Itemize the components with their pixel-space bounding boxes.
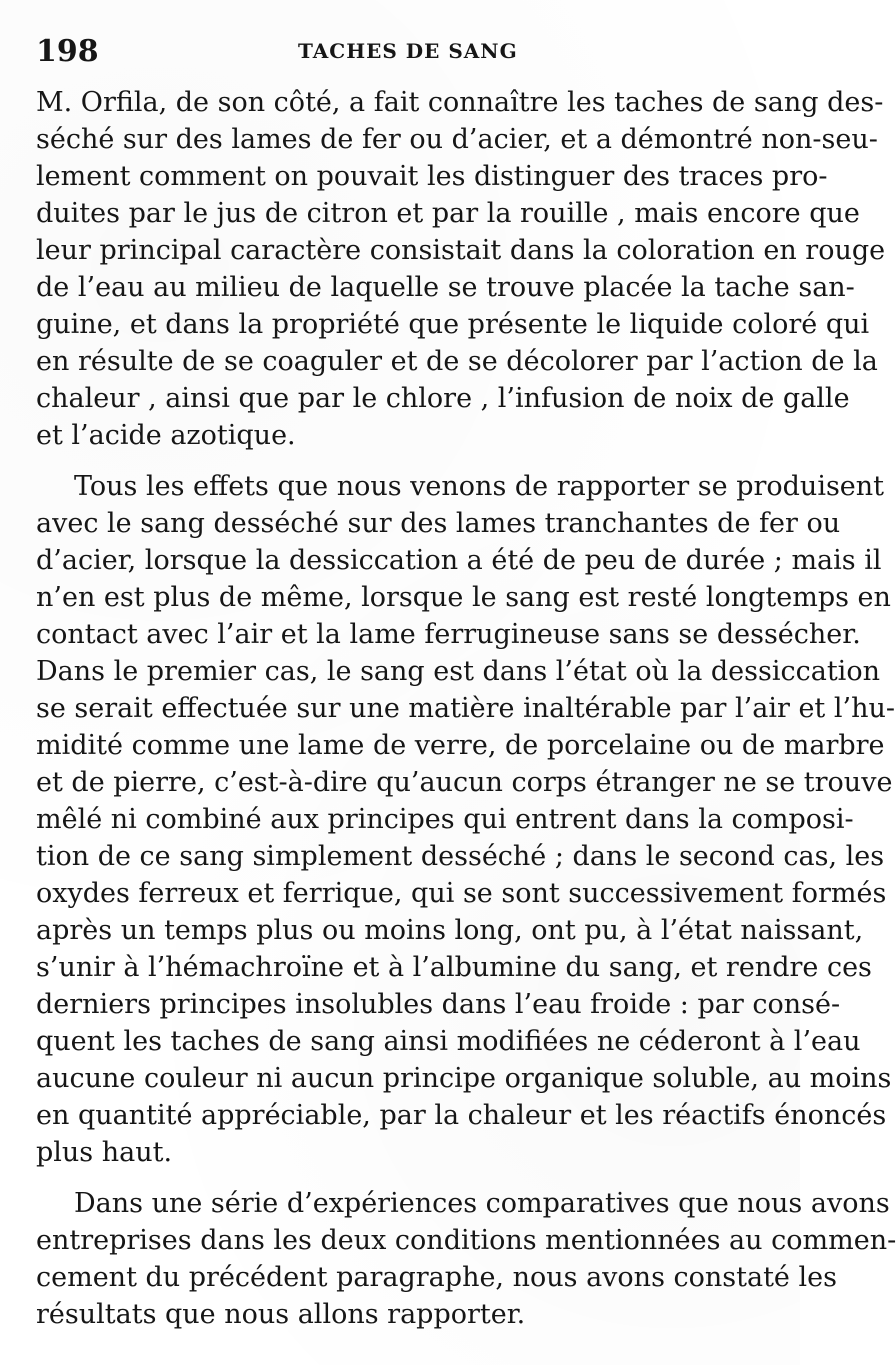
text-line: lement comment on pouvait les distinguer des traces pro- — [36, 161, 828, 192]
page-number: 198 — [36, 34, 99, 69]
text-line: n’en est plus de même, lorsque le sang est resté longtemps en — [36, 582, 891, 613]
text-line: Dans le premier cas, le sang est dans l’état où la dessiccation — [36, 656, 880, 687]
text-line: entreprises dans les deux conditions mentionnées au commen- — [36, 1225, 896, 1256]
text-line: s’unir à l’hémachroïne et à l’albumine du sang, et rendre ces — [36, 952, 872, 983]
text-line: de l’eau au milieu de laquelle se trouve placée la tache san- — [36, 272, 855, 303]
text-line: chaleur , ainsi que par le chlore , l’infusion de noix de galle — [36, 383, 850, 414]
text-line: duites par le jus de citron et par la rouille , mais encore que — [36, 198, 860, 229]
text-line: midité comme une lame de verre, de porcelaine ou de marbre — [36, 730, 885, 761]
text-line: et de pierre, c’est-à-dire qu’aucun corps étranger ne se trouve — [36, 767, 893, 798]
text-line: leur principal caractère consistait dans la coloration en rouge — [36, 235, 886, 266]
text-line: Tous les effets que nous venons de rapporter se produisent — [74, 471, 885, 502]
body-text — [36, 84, 896, 1333]
text-line: avec le sang desséché sur des lames tranchantes de fer ou — [36, 508, 841, 539]
text-line: cement du précédent paragraphe, nous avons constaté les — [36, 1262, 837, 1293]
text-line: guine, et dans la propriété que présente le liquide coloré qui — [36, 309, 870, 340]
text-line: oxydes ferreux et ferrique, qui se sont successivement formés — [36, 878, 887, 909]
text-line: après un temps plus ou moins long, ont pu, à l’état naissant, — [36, 915, 864, 946]
text-line: séché sur des lames de fer ou d’acier, et a démontré non-seu- — [36, 124, 878, 155]
text-line: mêlé ni combiné aux principes qui entrent dans la composi- — [36, 804, 854, 835]
text-line: quent les taches de sang ainsi modifiées ne céderont à l’eau — [36, 1026, 861, 1057]
text-line: en résulte de se coaguler et de se décolorer par l’action de la — [36, 346, 878, 377]
running-head: TACHES DE SANG — [298, 39, 518, 63]
page-header — [36, 30, 760, 74]
text-line: aucune couleur ni aucun principe organique soluble, au moins — [36, 1063, 892, 1094]
text-line: tion de ce sang simplement desséché ; dans le second cas, les — [36, 841, 885, 872]
paragraph-2 — [36, 468, 895, 1171]
paragraph-3 — [36, 1185, 896, 1333]
text-line: d’acier, lorsque la dessiccation a été de peu de durée ; mais il — [36, 545, 882, 576]
text-line: M. Orfila, de son côté, a fait connaître les taches de sang des- — [36, 87, 884, 118]
text-line: derniers principes insolubles dans l’eau froide : par consé- — [36, 989, 841, 1020]
paragraph-1 — [36, 84, 886, 454]
text-line: contact avec l’air et la lame ferrugineuse sans se dessécher. — [36, 619, 861, 650]
text-line: en quantité appréciable, par la chaleur et les réactifs énoncés — [36, 1100, 887, 1131]
text-line: se serait effectuée sur une matière inaltérable par l’air et l’hu- — [36, 693, 895, 724]
text-line: résultats que nous allons rapporter. — [36, 1299, 526, 1330]
text-line: et l’acide azotique. — [36, 420, 296, 451]
text-line: Dans une série d’expériences comparatives que nous avons — [74, 1188, 890, 1219]
text-line: plus haut. — [36, 1137, 173, 1168]
